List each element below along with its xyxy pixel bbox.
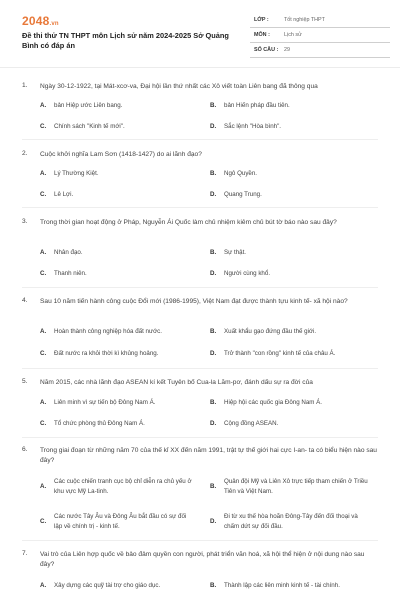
option-text: Cộng đồng ASEAN. xyxy=(224,420,279,427)
option-text: Nhân đạo. xyxy=(54,249,83,256)
option-letter: B. xyxy=(210,249,217,256)
option-letter: C. xyxy=(40,420,47,427)
option-letter: A. xyxy=(40,170,47,177)
question-separator xyxy=(22,287,378,288)
option-text: Xuất khẩu gạo đứng đầu thế giới. xyxy=(224,328,317,335)
option-text: Thành lập các liên minh kinh tế - tài chính. xyxy=(224,582,340,589)
option-letter: C. xyxy=(40,270,47,277)
option-letter: C. xyxy=(40,123,47,130)
option-text: Ngô Quyền. xyxy=(224,170,258,177)
question-text: Trong giai đoạn từ những năm 70 của thế kỉ XX đến năm 1991, trật tự thế giới hai cực I-an- ta có biểu hiện nào sau đây? xyxy=(40,447,377,464)
option-letter: B. xyxy=(210,582,217,589)
question-text: Năm 2015, các nhà lãnh đạo ASEAN kí kết Tuyên bố Cua-la Lăm-pơ, đánh dấu sự ra đời của xyxy=(40,379,313,386)
meta-row-class xyxy=(250,13,390,28)
option-letter: D. xyxy=(210,191,217,198)
option-text: Chính sách "Kinh tế mới". xyxy=(54,123,125,130)
site-logo[interactable] xyxy=(22,14,59,28)
meta-row-count xyxy=(250,43,390,58)
option-text: Đất nước ra khỏi thời kì khủng hoảng. xyxy=(54,350,159,357)
question-number: 2. xyxy=(22,150,28,157)
option-text: Lê Lợi. xyxy=(54,191,74,198)
header-divider xyxy=(0,67,400,68)
meta-value: Lịch sử xyxy=(284,32,302,38)
option-text: bản Hiến pháp đầu tiên. xyxy=(224,102,290,109)
option-letter: C. xyxy=(40,350,47,357)
question-text: Trong thời gian hoạt động ở Pháp, Nguyễn Ái Quốc làm chủ nhiệm kiêm chủ bút tờ báo nào sau đây? xyxy=(40,219,337,226)
question-separator xyxy=(22,437,378,438)
logo-main: 2048 xyxy=(22,14,50,28)
question-number: 4. xyxy=(22,297,28,304)
option-text: Thanh niên. xyxy=(54,270,87,277)
option-letter: A. xyxy=(40,483,47,490)
option-letter: D. xyxy=(210,270,217,277)
option-text: Tổ chức phòng thủ Đông Nam Á. xyxy=(54,420,145,427)
option-text: Trở thành "con rồng" kinh tế của châu Á. xyxy=(224,350,336,357)
question-text: Vai trò của Liên hợp quốc về bảo đảm quyền con người, phát triển văn hoá, xã hội thể hiện ở nội dung nào sau đây? xyxy=(40,551,365,568)
option-text: Sắc lệnh "Hòa bình". xyxy=(224,123,282,130)
option-letter: D. xyxy=(210,350,217,357)
option-text: Các cuộc chiến tranh cục bộ chỉ diễn ra chủ yếu ở khu vực Mỹ La-tinh. xyxy=(54,478,192,495)
option-letter: B. xyxy=(210,483,217,490)
question-separator xyxy=(22,207,378,208)
option-text: Quang Trung. xyxy=(224,191,262,198)
question-separator xyxy=(22,139,378,140)
logo-suffix: .vn xyxy=(49,21,59,27)
question-text: Ngày 30-12-1922, tại Mát-xcơ-va, Đại hội lần thứ nhất các Xô viết toàn Liên bang đã thông qua xyxy=(40,83,318,90)
option-letter: D. xyxy=(210,420,217,427)
question-number: 6. xyxy=(22,446,28,453)
option-letter: A. xyxy=(40,102,47,109)
option-text: Hoàn thành công nghiệp hóa đất nước. xyxy=(54,328,162,335)
option-text: Xây dựng các quỹ tài trợ cho giáo dục. xyxy=(54,582,161,589)
option-letter: B. xyxy=(210,328,217,335)
option-letter: B. xyxy=(210,399,217,406)
question-separator xyxy=(22,540,378,541)
option-letter: A. xyxy=(40,582,47,589)
option-text: Sự thật. xyxy=(224,249,247,256)
option-text: bản Hiệp ước Liên bang. xyxy=(54,102,123,109)
meta-key: LỚP : xyxy=(254,17,269,23)
option-text: Hiệp hội các quốc gia Đông Nam Á. xyxy=(224,399,323,406)
meta-value: Tốt nghiệp THPT xyxy=(284,17,325,23)
question-number: 7. xyxy=(22,550,28,557)
option-letter: B. xyxy=(210,170,217,177)
question-text: Sau 10 năm tiến hành công cuộc Đổi mới (1986-1995), Việt Nam đạt được thành tựu kinh tế- xã hội nào? xyxy=(40,298,348,305)
option-letter: D. xyxy=(210,518,217,525)
option-text: Người cùng khổ. xyxy=(224,270,271,277)
question-separator xyxy=(22,368,378,369)
question-number: 5. xyxy=(22,378,28,385)
meta-value: 29 xyxy=(284,47,290,53)
question-number: 3. xyxy=(22,218,28,225)
option-letter: B. xyxy=(210,102,217,109)
meta-box xyxy=(250,13,390,58)
option-letter: A. xyxy=(40,249,47,256)
option-text: Liên minh vì sự tiến bộ Đông Nam Á. xyxy=(54,399,156,406)
option-letter: A. xyxy=(40,399,47,406)
option-letter: D. xyxy=(210,123,217,130)
option-text: Đi từ xu thế hòa hoãn Đông-Tây đến đối thoại và chấm dứt sự đối đầu. xyxy=(224,513,358,530)
meta-row-subject xyxy=(250,28,390,43)
option-letter: C. xyxy=(40,191,47,198)
meta-key: SỐ CÂU : xyxy=(254,47,279,53)
option-letter: C. xyxy=(40,518,47,525)
page-title: Đề thi thử TN THPT môn Lịch sử năm 2024-2025 Sở Quảng Bình có đáp án xyxy=(22,31,229,50)
meta-key: MÔN : xyxy=(254,32,270,38)
document-header xyxy=(0,0,400,66)
question-number: 1. xyxy=(22,82,28,89)
option-text: Các nước Tây Âu và Đông Âu bắt đầu có sự đối lập về chính trị - kinh tế. xyxy=(54,513,187,530)
option-text: Lý Thường Kiệt. xyxy=(54,170,99,177)
option-letter: A. xyxy=(40,328,47,335)
option-text: Quân đội Mỹ và Liên Xô trực tiếp tham chiến ở Triều Tiên và Việt Nam. xyxy=(224,478,368,495)
question-text: Cuộc khởi nghĩa Lam Sơn (1418-1427) do ai lãnh đạo? xyxy=(40,151,202,158)
